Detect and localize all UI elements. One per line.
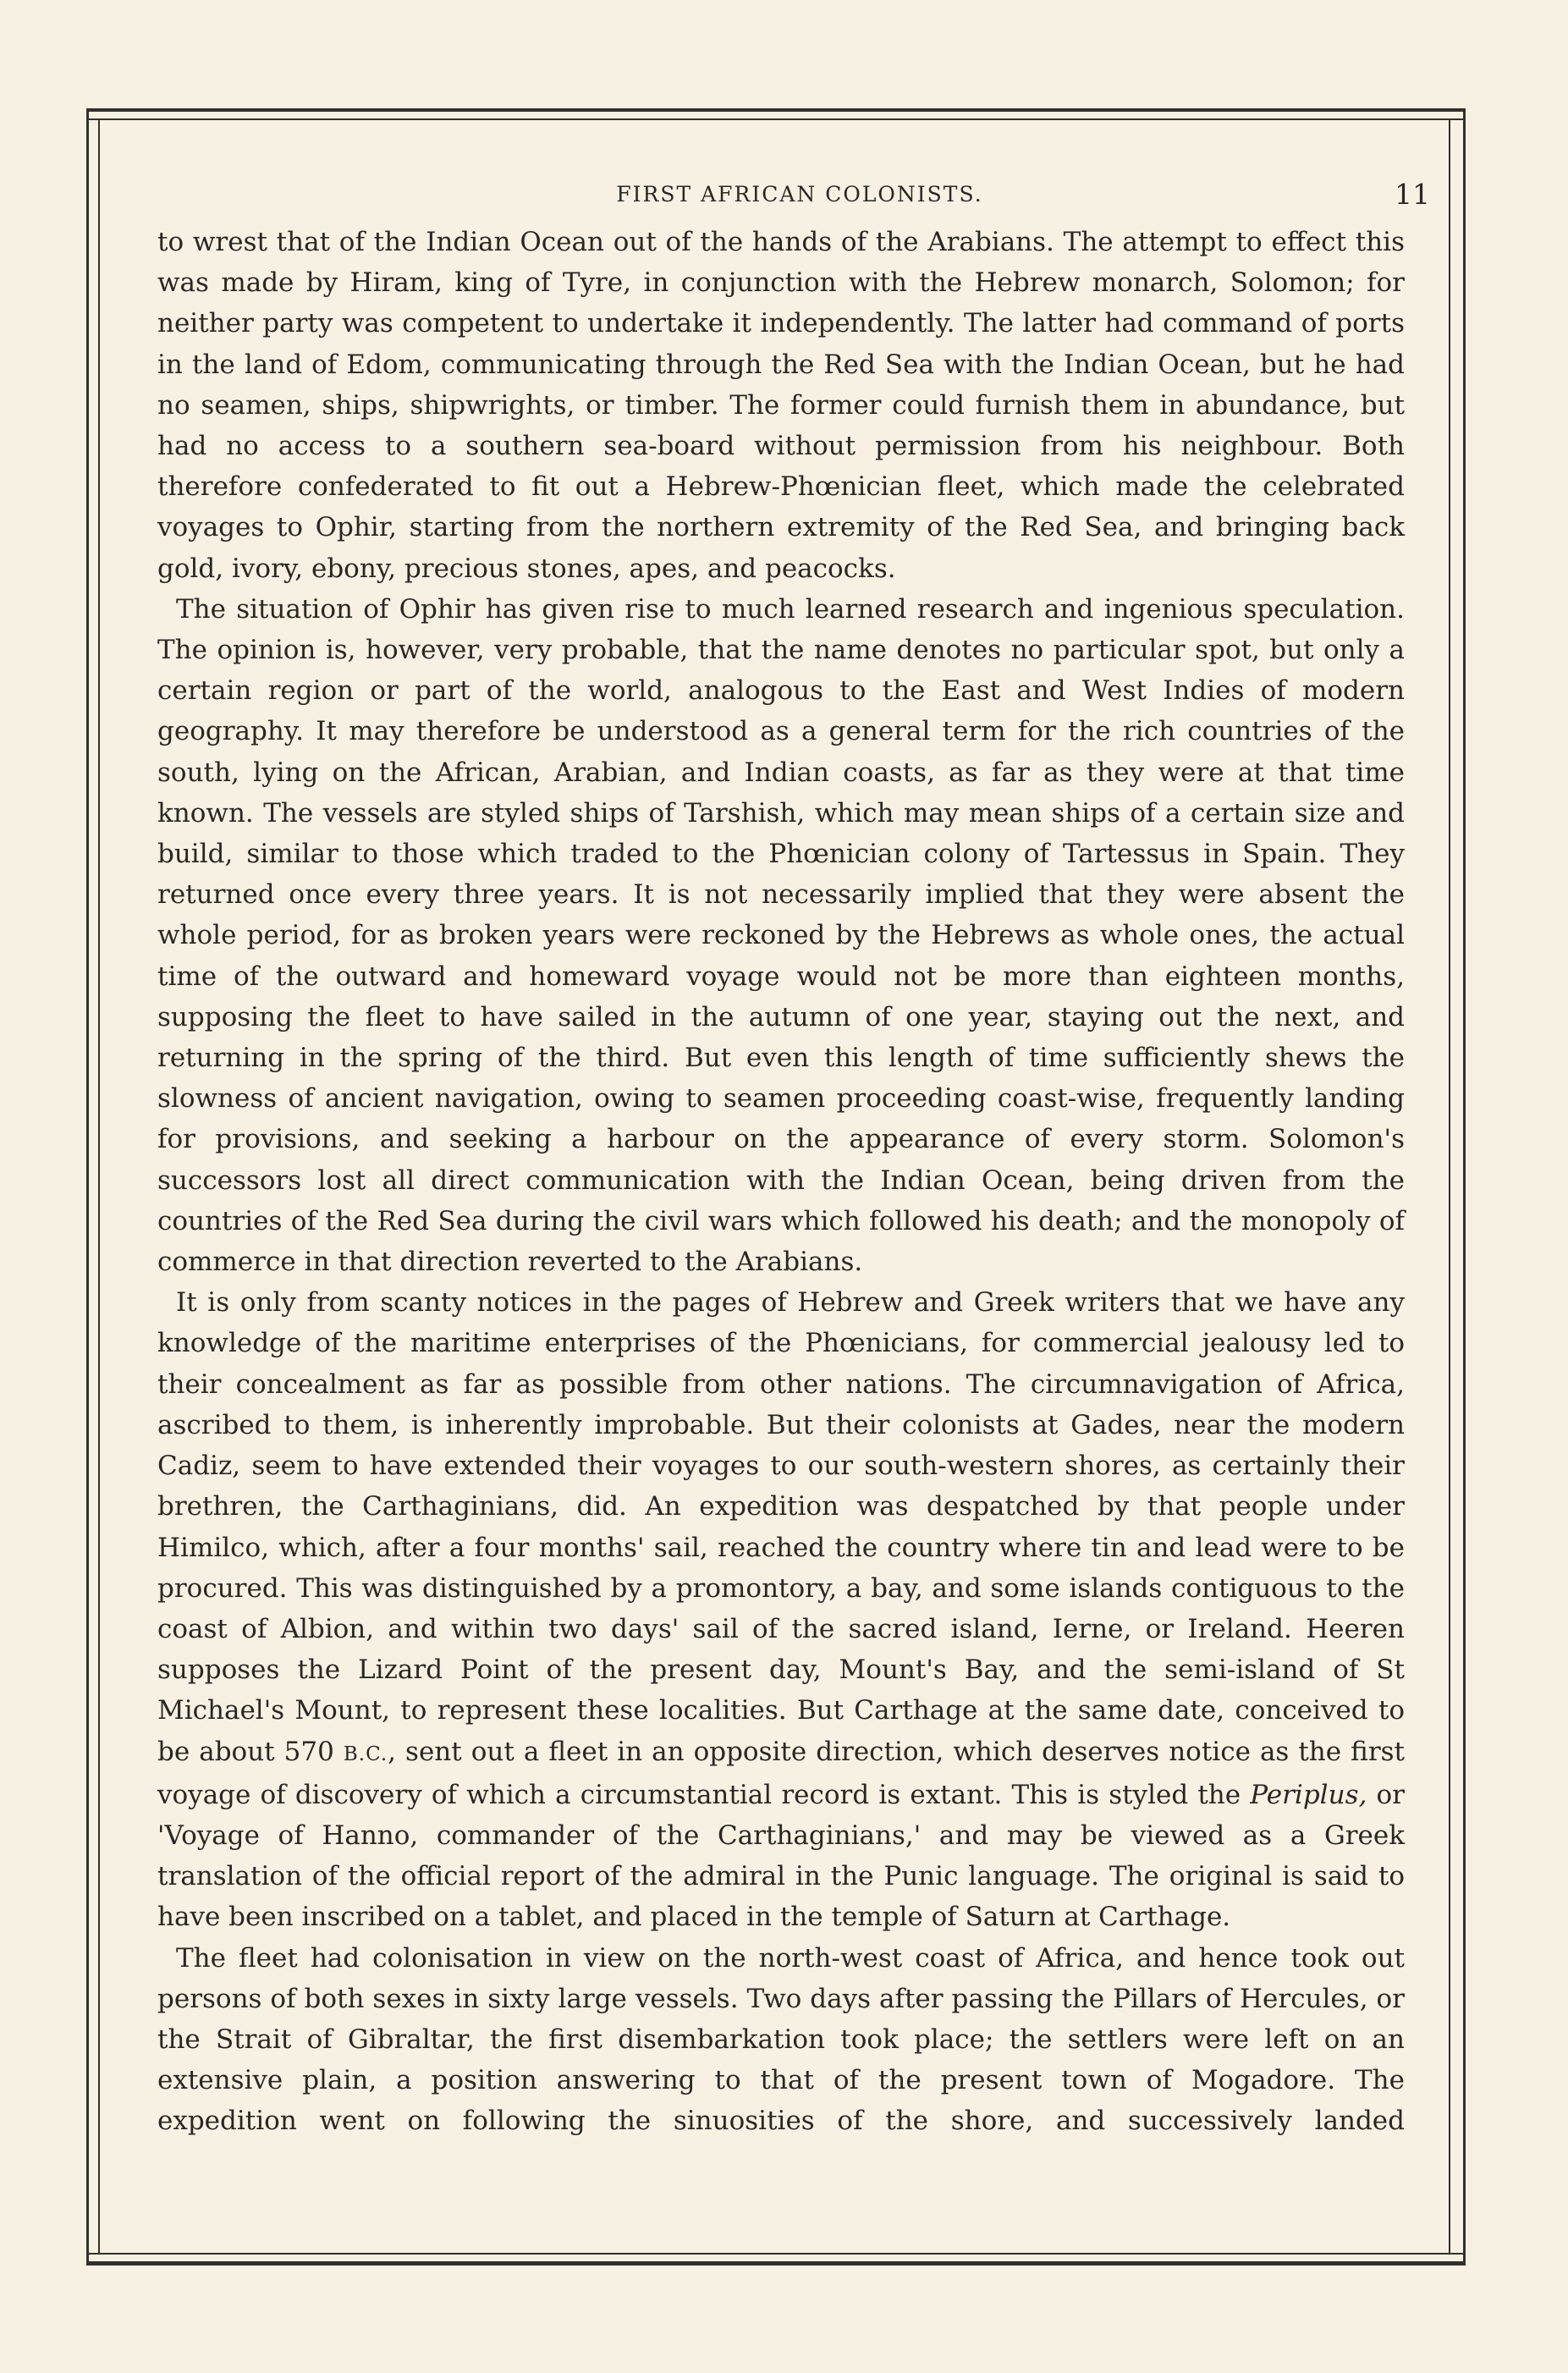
left-border-inner [98,118,100,2255]
paragraph-3-part-3: or 'Voyage of Hanno, commander of the Carthaginians,' and may be viewed as a Greek translation of the official report of the admiral in the Punic language. The original is said to have been inscribed on a tablet, and placed in the temple of Saturn at Carthage. [157,1779,1405,1933]
left-border-outer [86,108,89,2266]
running-title: FIRST AFRICAN COLONISTS. [616,182,983,206]
page-header [135,178,1430,212]
paragraph-2: The situation of Ophir has given rise to much learned research and ingenious speculation. The opinion is, however, very probable, that the name denotes no particular spot, but only a certain region or part of the world, analogous to the East and West Indies of modern geography. It may therefore be understood as a general term for the rich countries of the south, lying on the African, Arabian, and Indian coasts, as far as they were at that time known. The vessels are styled ships of Tarshish, which may mean ships of a certain size and build, similar to those which traded to the Phœnician colony of Tartessus in Spain. They returned once every three years. It is not necessarily implied that they were absent the whole period, for as broken years were reckoned by the Hebrews as whole ones, the actual time of the outward and homeward voyage would not be more than eighteen months, supposing the fleet to have sailed in the autumn of one year, staying out the next, and returning in the spring of the third. But even this length of time sufficiently shews the slowness of ancient navigation, owing to seamen proceeding coast-wise, frequently landing for provisions, and seeking a harbour on the appearance of every storm. Solomon's successors lost all direct communication with the Indian Ocean, being driven from the countries of the Red Sea during the civil wars which followed his death; and the monopoly of commerce in that direction reverted to the Arabians. [157,593,1405,1278]
era-abbreviation: B.C. [343,1743,388,1765]
paragraph-3-part-2: , sent out a fleet in an opposite direction, which deserves notice as the first voyage of discovery of which a circumstantial record is extant. This is styled the [157,1736,1406,1810]
body-text [157,222,1405,2142]
paragraph-1: to wrest that of the Indian Ocean out of the hands of the Arabians. The attempt to effect this was made by Hiram, king of Tyre, in conjunction with the Hebrew monarch, Solomon; for neither party was competent to undertake it independently. The latter had command of ports in the land of Edom, communicating through the Red Sea with the Indian Ocean, but he had no seamen, ships, shipwrights, or timber. The former could furnish them in abundance, but had no access to a southern sea-board without permission from his neighbour. Both therefore confederated to fit out a Hebrew-Phœnician fleet, which made the celebrated voyages to Ophir, starting from the northern extremity of the Red Sea, and bringing back gold, ivory, ebony, precious stones, apes, and peacocks. [157,227,1405,584]
paragraph-3-part-1: It is only from scanty notices in the pages of Hebrew and Greek writers that we have any knowledge of the maritime enterprises of the Phœnicians, for commercial jealousy led to their concealment as far as possible from other nations. The circumnavigation of Africa, ascribed to them, is inherently improbable. But their colonists at Gades, near the modern Cadiz, seem to have extended their voyages to our south-western shores, as certainly their brethren, the Carthaginians, did. An expedition was despatched by that people under Himilco, which, after a four months' sail, reached the country where tin and lead were to be procured. This was distinguished by a promontory, a bay, and some islands contiguous to the coast of Albion, and within two days' sail of the sacred island, Ierne, or Ireland. Heeren supposes the Lizard Point of the present day, Mount's Bay, and the semi-island of St Michael's Mount, to represent these localities. But Carthage at the same date, conceived to be about 570 [157,1287,1405,1767]
top-border-outer [86,108,1466,112]
bottom-border-inner [86,2253,1466,2255]
periplus-title: Periplus, [1250,1779,1367,1810]
paragraph-4: The fleet had colonisation in view on the north-west coast of Africa, and hence took out persons of both sexes in sixty large vessels. Two days after passing the Pillars of Hercules, or the Strait of Gibraltar, the first disembarkation took place; the settlers were left on an extensive plain, a position answering to that of the present town of Mogadore. The expedition went on following the sinuosities of the shore, and successively landed [157,1942,1405,2137]
right-border-inner [1449,118,1450,2255]
right-border-outer [1463,108,1466,2266]
page-number: 11 [1395,178,1430,211]
bottom-border-outer [86,2261,1466,2266]
paragraph-3 [157,1282,1405,1937]
top-border-inner [86,118,1466,120]
